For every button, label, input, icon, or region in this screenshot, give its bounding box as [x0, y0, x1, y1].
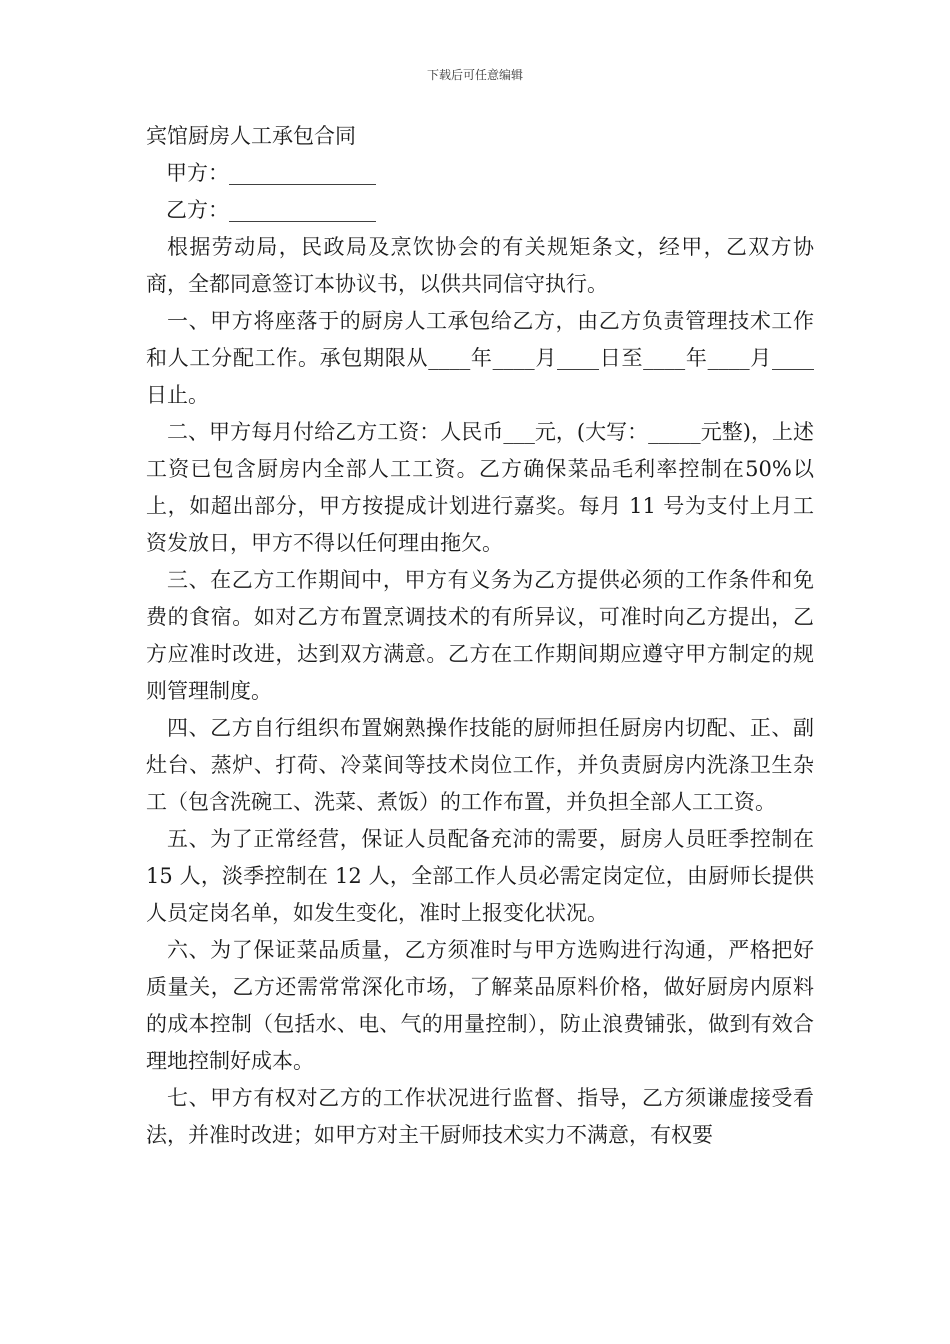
paragraph-clause-4: 四、乙方自行组织布置娴熟操作技能的厨师担任厨房内切配、正、副灶台、蒸炉、打荷、冷菜间等技术岗位工作，并负责厨房内洗涤卫生杂工（包含洗碗工、洗菜、煮饭）的工作布置，并负担全部人工工资。: [146, 716, 814, 814]
paragraph-preamble: 根据劳动局，民政局及烹饮协会的有关规矩条文，经甲，乙双方协商，全都同意签订本协议书，以供共同信守执行。: [146, 235, 814, 296]
page-header: 下载后可任意编辑: [426, 68, 523, 82]
party-a-line: 甲方：______________: [166, 161, 376, 185]
paragraph-clause-7: 七、甲方有权对乙方的工作状况进行监督、指导，乙方须谦虚接受看法，并准时改进；如甲方对主干厨师技术实力不满意，有权要: [146, 1086, 814, 1147]
paragraph-clause-3: 三、在乙方工作期间中，甲方有义务为乙方提供必须的工作条件和免费的食宿。如对乙方布置烹调技术的有所异议，可准时向乙方提出，乙方应准时改进，达到双方满意。乙方在工作期间期应遵守甲方制定的规则管理制度。: [146, 568, 814, 703]
document-title: 宾馆厨房人工承包合同: [146, 124, 356, 148]
party-b-line: 乙方：______________: [166, 198, 376, 222]
contract-body: [146, 118, 814, 1154]
paragraph-clause-1: 一、甲方将座落于的厨房人工承包给乙方，由乙方负责管理技术工作和人工分配工作。承包期限从____年____月____日至____年____月____日止。: [146, 309, 814, 407]
paragraph-clause-6: 六、为了保证菜品质量，乙方须准时与甲方选购进行沟通，严格把好质量关，乙方还需常常深化市场，了解菜品原料价格，做好厨房内原料的成本控制（包括水、电、气的用量控制），防止浪费铺张，做到有效合理地控制好成本。: [146, 938, 814, 1073]
paragraph-clause-2: 二、甲方每月付给乙方工资：人民币___元，(大写：_____元整)，上述工资已包含厨房内全部人工工资。乙方确保菜品毛利率控制在50%以上，如超出部分，甲方按提成计划进行嘉奖。每月 11 号为支付上月工资发放日，甲方不得以任何理由拖欠。: [146, 420, 814, 555]
paragraph-clause-5: 五、为了正常经营，保证人员配备充沛的需要，厨房人员旺季控制在 15 人，淡季控制在 12 人，全部工作人员必需定岗定位，由厨师长提供人员定岗名单，如发生变化，准时上报变化状况。: [146, 827, 814, 925]
